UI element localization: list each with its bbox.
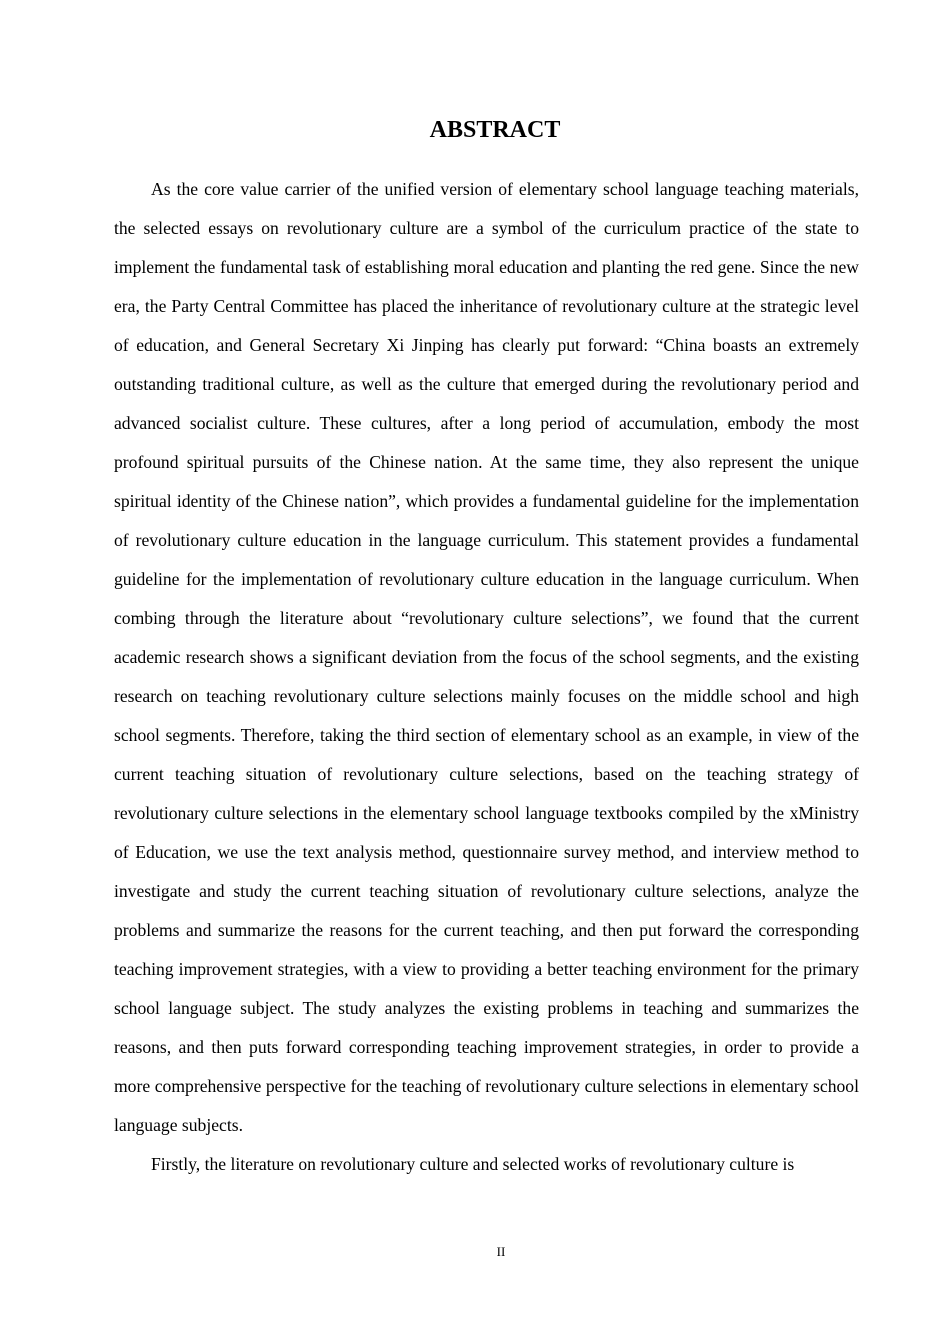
abstract-paragraph-1: As the core value carrier of the unified version of elementary school language teaching materials, the selected essays on revolutionary culture are a symbol of the curriculum practice of the state to implement the fundamental task of establishing moral education and planting the red gene. Since the new era, the Party Central Committee has placed the inheritance of revolutionary culture at the strategic level of education, and General Secretary Xi Jinping has clearly put forward: “China boasts an extremely outstanding traditional culture, as well as the culture that emerged during the revolutionary period and advanced socialist culture. These cultures, after a long period of accumulation, embody the most profound spiritual pursuits of the Chinese nation. At the same time, they also represent the unique spiritual identity of the Chinese nation”, which provides a fundamental guideline for the implementation of revolutionary culture education in the language curriculum. This statement provides a fundamental guideline for the implementation of revolutionary culture education in the language curriculum. When combing through the literature about “revolutionary culture selections”, we found that the current academic research shows a significant deviation from the focus of the school segments, and the existing research on teaching revolutionary culture selections mainly focuses on the middle school and high school segments. Therefore, taking the third section of elementary school as an example, in view of the current teaching situation of revolutionary culture selections, based on the teaching strategy of revolutionary culture selections in the elementary school language textbooks compiled by the xMinistry of Education, we use the text analysis method, questionnaire survey method, and interview method to investigate and study the current teaching situation of revolutionary culture selections, analyze the problems and summarize the reasons for the current teaching, and then put forward the corresponding teaching improvement strategies, with a view to providing a better teaching environment for the primary school language subject. The study analyzes the existing problems in teaching and summarizes the reasons, and then puts forward corresponding teaching improvement strategies, in order to provide a more comprehensive perspective for the teaching of revolutionary culture selections in elementary school language subjects. xyxy=(114,179,859,1135)
page-number: II xyxy=(496,1244,506,1259)
abstract-body xyxy=(114,170,859,1184)
abstract-title: ABSTRACT xyxy=(429,117,561,143)
abstract-paragraph-2: Firstly, the literature on revolutionary culture and selected works of revolutionary culture is xyxy=(151,1154,795,1174)
